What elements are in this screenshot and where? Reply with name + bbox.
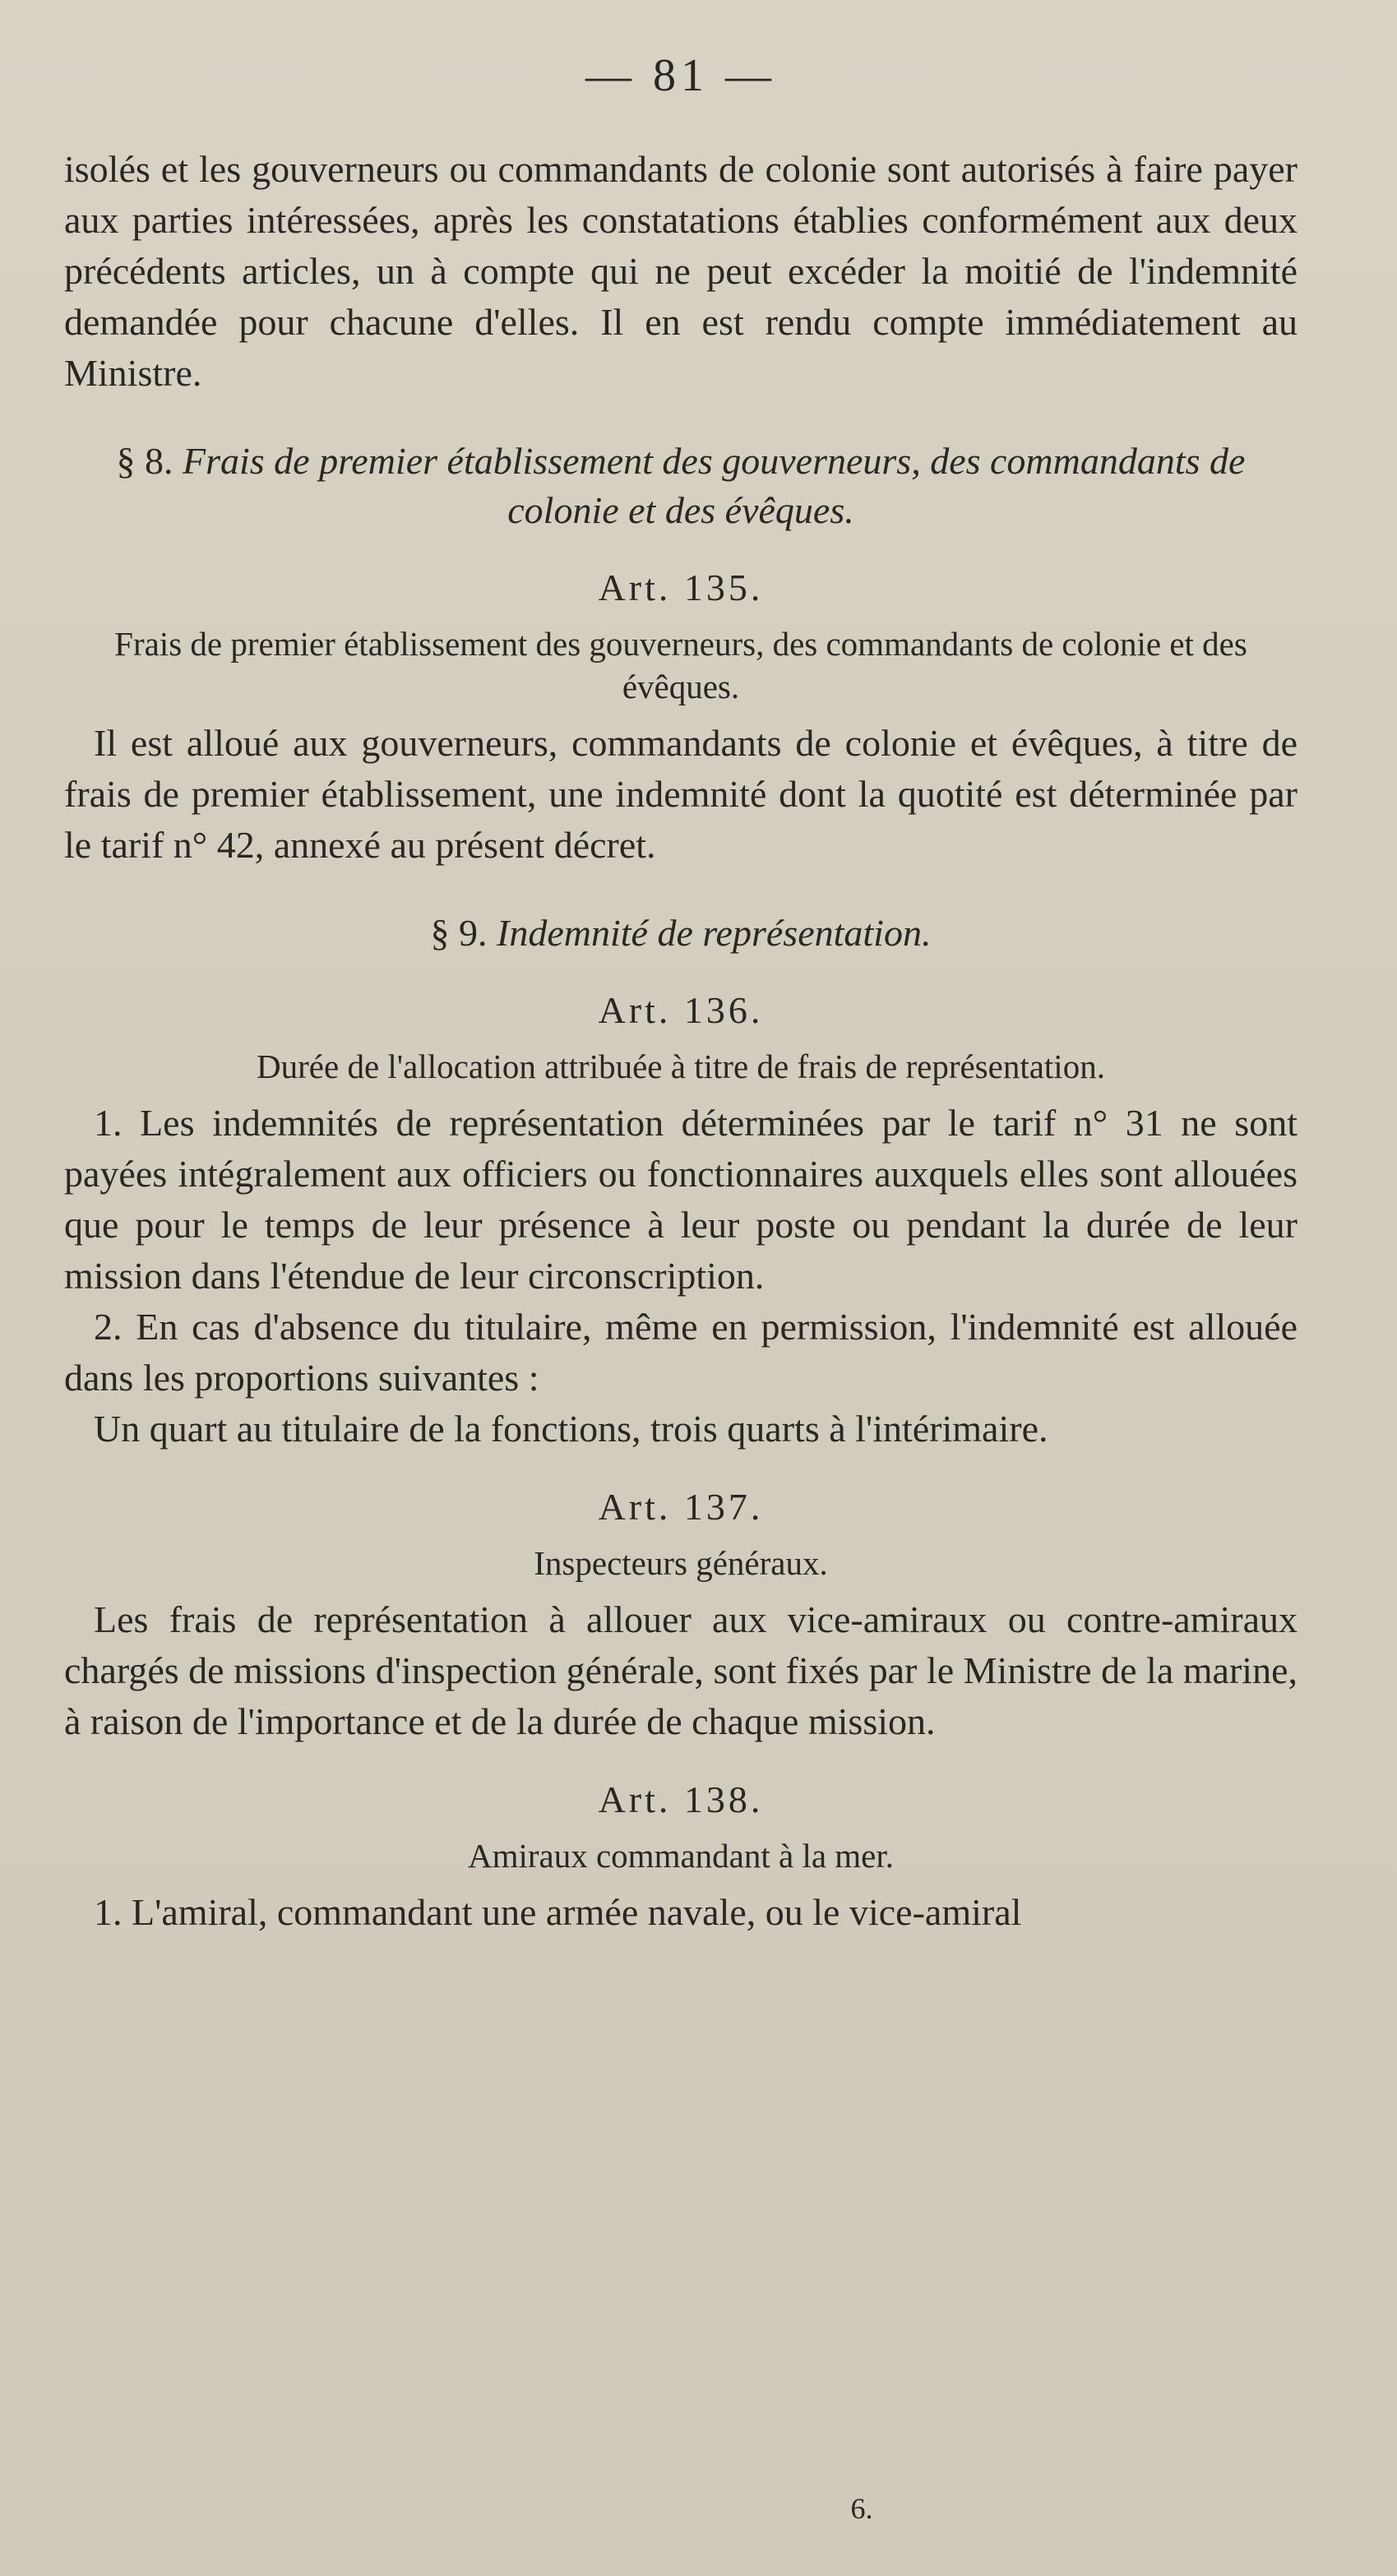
- article-heading-135: Art. 135.: [598, 567, 764, 608]
- section-number: § 9.: [430, 912, 488, 954]
- article-subtitle-136: Durée de l'allocation attribuée à titre de frais de représentation.: [257, 1048, 1105, 1085]
- section-number: § 8.: [116, 440, 173, 482]
- paragraph-art135: Il est alloué aux gouverneurs, commandants de colonie et évêques, à titre de frais de premier établissement, une indemnité dont la quotité est déterminée par le tarif n° 42, annexé au présent décret.: [64, 722, 1298, 866]
- article-heading-138: Art. 138.: [598, 1778, 764, 1820]
- section-heading-8: [64, 437, 1298, 535]
- paragraph-art136-2: 2. En cas d'absence du titulaire, même en permission, l'indemnité est allouée dans les proportions suivantes :: [64, 1306, 1298, 1399]
- section-heading-9: [64, 909, 1298, 958]
- article-subtitle-135: Frais de premier établissement des gouverneurs, des commandants de colonie et des évêques.: [114, 625, 1247, 705]
- paragraph-art136-1: 1. Les indemnités de représentation déterminées par le tarif n° 31 ne sont payées intégralement aux officiers ou fonctionnaires auxquels elles sont allouées que pour le temps de leur présence à leur poste ou pendant la durée de leur mission dans l'étendue de leur circonscription.: [64, 1102, 1298, 1297]
- paragraph-art138-1: 1. L'amiral, commandant une armée navale, ou le vice-amiral: [94, 1891, 1022, 1933]
- paragraph-art137: Les frais de représentation à allouer aux vice-amiraux ou contre-amiraux chargés de missions d'inspection générale, sont fixés par le Ministre de la marine, à raison de l'importance et de la durée de chaque mission.: [64, 1598, 1298, 1742]
- article-subtitle-137: Inspecteurs généraux.: [534, 1544, 828, 1582]
- article-heading-136: Art. 136.: [598, 989, 764, 1031]
- paragraph-art136-3: Un quart au titulaire de la fonctions, trois quarts à l'intérimaire.: [94, 1408, 1048, 1450]
- page-number: — 81 —: [585, 50, 776, 101]
- article-heading-137: Art. 137.: [598, 1486, 764, 1528]
- article-subtitle-138: Amiraux commandant à la mer.: [467, 1837, 895, 1875]
- signature-mark: 6.: [850, 2492, 873, 2525]
- section-title: Indemnité de représentation.: [497, 912, 932, 954]
- body-text: [64, 144, 1298, 1938]
- paragraph-continuation: isolés et les gouverneurs ou commandants de colonie sont autorisés à faire payer aux parties intéressées, après les constatations établies conformément aux deux précédents articles, un à compte qui ne peut excéder la moitié de l'indemnité demandée pour chacune d'elles. Il en est rendu compte immédiatement au Ministre.: [64, 148, 1298, 394]
- section-title: Frais de premier établissement des gouverneurs, des commandants de colonie et des évêques.: [183, 440, 1246, 531]
